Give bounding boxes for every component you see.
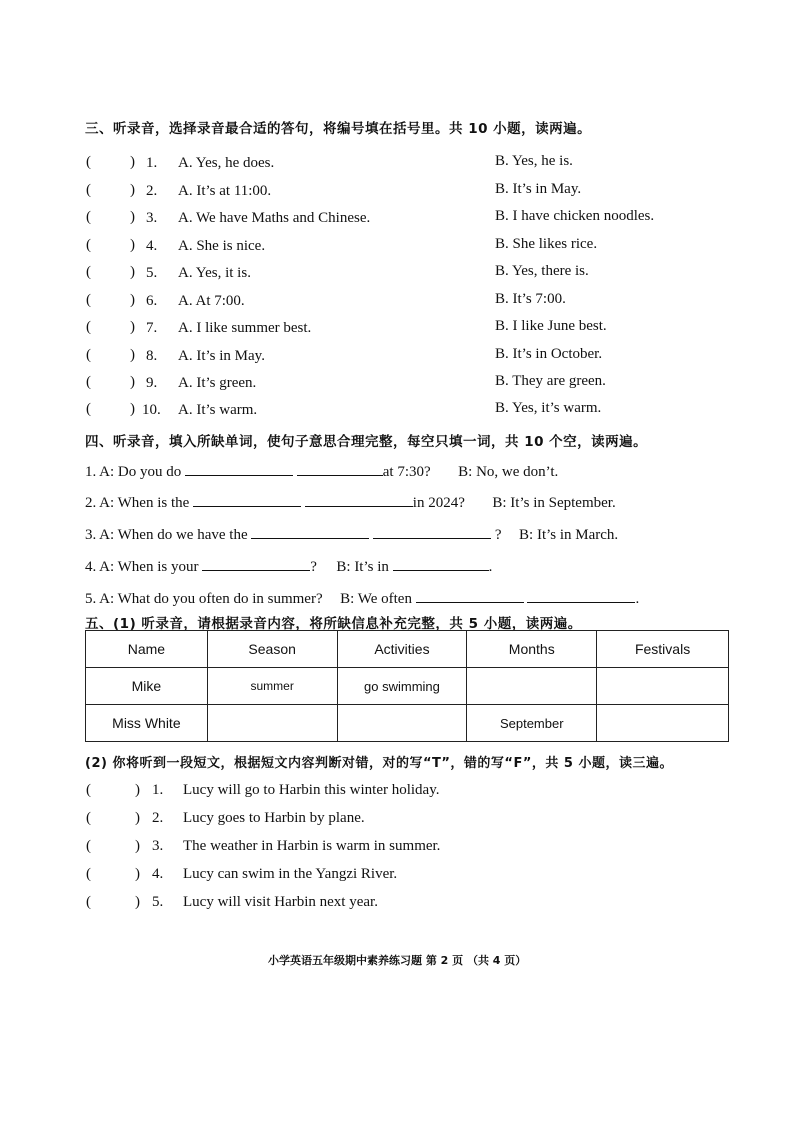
question-number: 3. <box>146 210 158 226</box>
fill-text: B: It’s in September. <box>492 495 616 511</box>
question-number: 5. <box>146 265 158 281</box>
page-footer: 小学英语五年级期中素养练习题 第 2 页 （共 4 页） <box>268 954 527 967</box>
table-header: Name <box>86 631 208 668</box>
answer-paren-close: ) <box>130 319 135 335</box>
fill-text: 5. A: What do you often do in summer? <box>85 591 323 607</box>
fill-text: 2. A: When is the <box>85 495 190 511</box>
fill-text: B: It’s in March. <box>519 527 619 543</box>
answer-blank[interactable] <box>393 556 489 571</box>
table-cell: go swimming <box>337 668 467 705</box>
answer-paren-open: ( <box>86 838 91 854</box>
option-b: B. Yes, there is. <box>495 263 589 279</box>
table-cell-blank[interactable] <box>597 705 729 742</box>
answer-paren-close: ) <box>135 894 140 910</box>
question-number: 2. <box>146 183 158 199</box>
answer-paren-close: ) <box>130 237 135 253</box>
table-cell-blank[interactable] <box>597 668 729 705</box>
fill-text: ? <box>494 527 502 543</box>
answer-paren-open: ( <box>86 401 91 417</box>
table-row <box>86 668 729 705</box>
option-b: B. I have chicken noodles. <box>495 208 655 224</box>
answer-paren-close: ) <box>130 182 135 198</box>
statement-text: Lucy will visit Harbin next year. <box>183 894 378 910</box>
fill-line-1 <box>85 461 558 481</box>
fill-line-4 <box>85 556 492 576</box>
section-3-heading: 三、听录音，选择录音最合适的答句，将编号填在括号里。共 10 小题，读两遍。 <box>85 121 592 137</box>
question-number: 2. <box>152 810 164 826</box>
answer-paren-open: ( <box>86 347 91 363</box>
fill-line-5 <box>85 588 639 608</box>
answer-paren-open: ( <box>86 810 91 826</box>
question-number: 10. <box>142 402 161 418</box>
answer-blank[interactable] <box>202 556 310 571</box>
answer-paren-close: ) <box>130 264 135 280</box>
option-a: A. We have Maths and Chinese. <box>178 210 371 226</box>
section-4-heading: 四、听录音，填入所缺单词，使句子意思合理完整，每空只填一词，共 10 个空，读两遍。 <box>85 434 648 450</box>
table-cell: Miss White <box>86 705 208 742</box>
table-header: Months <box>467 631 597 668</box>
answer-paren-close: ) <box>130 347 135 363</box>
question-number: 1. <box>146 155 158 171</box>
statement-text: Lucy will go to Harbin this winter holiday. <box>183 782 440 798</box>
option-b: B. It’s 7:00. <box>495 291 566 307</box>
option-b: B. It’s in May. <box>495 181 582 197</box>
answer-paren-close: ) <box>130 292 135 308</box>
table-cell-blank[interactable] <box>467 668 597 705</box>
fill-text: ? <box>310 559 317 575</box>
answer-paren-open: ( <box>86 237 91 253</box>
answer-paren-open: ( <box>86 182 91 198</box>
question-number: 7. <box>146 320 158 336</box>
answer-paren-close: ) <box>130 209 135 225</box>
answer-blank[interactable] <box>373 524 491 539</box>
option-a: A. At 7:00. <box>178 293 245 309</box>
question-number: 3. <box>152 838 164 854</box>
fill-text: . <box>635 591 640 607</box>
fill-text: at 7:30? <box>382 464 431 480</box>
answer-paren-open: ( <box>86 292 91 308</box>
table-cell-blank[interactable] <box>207 705 337 742</box>
question-number: 1. <box>152 782 164 798</box>
statement-text: Lucy can swim in the Yangzi River. <box>183 866 398 882</box>
question-number: 8. <box>146 348 158 364</box>
answer-paren-close: ) <box>135 866 140 882</box>
answer-paren-close: ) <box>135 838 140 854</box>
table-header-row <box>86 631 729 668</box>
option-a: A. It’s green. <box>178 375 257 391</box>
option-b: B. Yes, it’s warm. <box>495 400 602 416</box>
option-b: B. She likes rice. <box>495 236 598 252</box>
option-a: A. I like summer best. <box>178 320 312 336</box>
table-row <box>86 705 729 742</box>
table-cell-blank[interactable] <box>337 705 467 742</box>
answer-paren-open: ( <box>86 209 91 225</box>
answer-paren-open: ( <box>86 782 91 798</box>
fill-text: B: We often <box>340 591 412 607</box>
fill-text: 4. A: When is your <box>85 559 199 575</box>
statement-text: Lucy goes to Harbin by plane. <box>183 810 365 826</box>
option-b: B. I like June best. <box>495 318 607 334</box>
answer-blank[interactable] <box>297 461 383 476</box>
option-a: A. It’s warm. <box>178 402 258 418</box>
answer-paren-open: ( <box>86 894 91 910</box>
answer-paren-close: ) <box>135 810 140 826</box>
option-b: B. They are green. <box>495 373 606 389</box>
info-table <box>85 630 729 742</box>
question-number: 4. <box>152 866 164 882</box>
answer-blank[interactable] <box>251 524 369 539</box>
question-number: 4. <box>146 238 158 254</box>
table-header: Festivals <box>597 631 729 668</box>
answer-paren-open: ( <box>86 319 91 335</box>
table-header: Season <box>207 631 337 668</box>
section-5-part-2-heading: (2) 你将听到一段短文，根据短文内容判断对错，对的写“T”，错的写“F”，共 5 小题，读三遍。 <box>85 756 673 771</box>
fill-text: in 2024? <box>412 495 465 511</box>
fill-text: B: No, we don’t. <box>458 464 559 480</box>
answer-paren-close: ) <box>130 154 135 170</box>
option-a: A. It’s in May. <box>178 348 265 364</box>
answer-paren-open: ( <box>86 154 91 170</box>
table-cell: Mike <box>86 668 208 705</box>
fill-text: B: It’s in <box>336 559 389 575</box>
fill-line-3 <box>85 524 618 544</box>
table-header: Activities <box>337 631 467 668</box>
answer-paren-open: ( <box>86 374 91 390</box>
answer-paren-open: ( <box>86 264 91 280</box>
answer-paren-close: ) <box>130 374 135 390</box>
answer-blank[interactable] <box>305 492 413 507</box>
answer-paren-close: ) <box>135 782 140 798</box>
answer-blank[interactable] <box>527 588 635 603</box>
option-a: A. Yes, he does. <box>178 155 275 171</box>
answer-paren-close: ) <box>130 401 135 417</box>
answer-blank[interactable] <box>416 588 524 603</box>
option-a: A. She is nice. <box>178 238 266 254</box>
table-cell: September <box>467 705 597 742</box>
question-number: 9. <box>146 375 158 391</box>
answer-paren-open: ( <box>86 866 91 882</box>
fill-text: 1. A: Do you do <box>85 464 182 480</box>
table-cell: summer <box>207 668 337 705</box>
section-5-part-1-heading: 五、(1) 听录音，请根据录音内容，将所缺信息补充完整，共 5 小题，读两遍。 <box>85 616 582 632</box>
fill-text: . <box>488 559 493 575</box>
option-a: A. It’s at 11:00. <box>178 183 272 199</box>
option-b: B. It’s in October. <box>495 346 603 362</box>
fill-text: 3. A: When do we have the <box>85 527 248 543</box>
answer-blank[interactable] <box>193 492 301 507</box>
answer-blank[interactable] <box>185 461 293 476</box>
question-number: 6. <box>146 293 158 309</box>
option-b: B. Yes, he is. <box>495 153 573 169</box>
statement-text: The weather in Harbin is warm in summer. <box>183 838 441 854</box>
option-a: A. Yes, it is. <box>178 265 251 281</box>
fill-line-2 <box>85 492 616 512</box>
question-number: 5. <box>152 894 164 910</box>
